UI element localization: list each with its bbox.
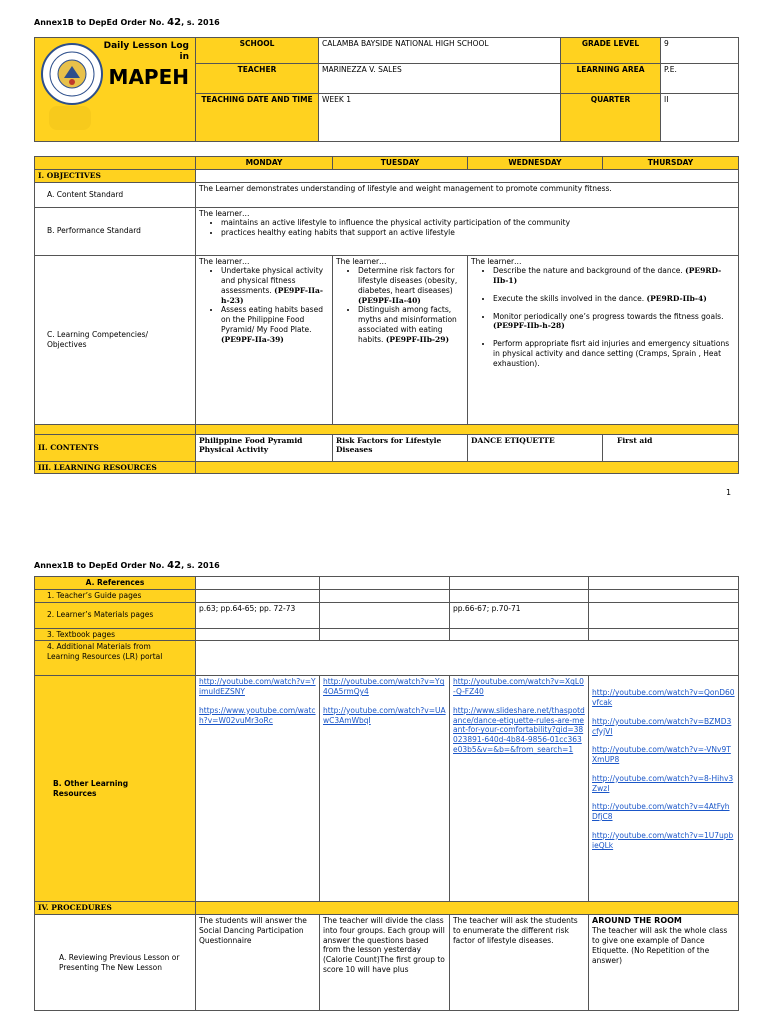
annex-header <box>34 17 220 28</box>
comp-text: Distinguish among facts, myths and misinformation associated with eating habits. <box>358 305 457 344</box>
resource-link[interactable]: http://youtube.com/watch?v=-VNv9TXmUP8 <box>592 745 731 764</box>
list-item <box>221 305 329 344</box>
list-item <box>493 266 735 286</box>
comp-text: Perform appropriate fisrt aid injuries and emergency situations in physical activity and dance setting (Cramps, Sprain , Heat exhaustion). <box>493 339 730 368</box>
grade-label: GRADE LEVEL <box>561 38 661 64</box>
list-item <box>358 305 464 344</box>
comp-intro: The learner… <box>199 256 250 266</box>
performance-standard-label: B. Performance Standard <box>35 207 196 255</box>
objectives-heading: I. OBJECTIVES <box>35 169 196 182</box>
content-tuesday: Risk Factors for Lifestyle Diseases <box>333 434 468 461</box>
day-header-tuesday: TUESDAY <box>333 157 468 170</box>
lm-wednesday: pp.66-67; p.70-71 <box>450 602 589 628</box>
annex-number: 42 <box>167 560 182 571</box>
quarter-label: QUARTER <box>561 94 661 142</box>
content-standard-text: The Learner demonstrates understanding of lifestyle and weight management to promote community fitness. <box>196 182 739 207</box>
teachers-guide-label: 1. Teacher’s Guide pages <box>35 589 196 602</box>
comp-text: Monitor periodically one’s progress towards the fitness goals. <box>493 311 724 321</box>
grade-value: 9 <box>661 38 739 64</box>
learning-area-label: LEARNING AREA <box>561 64 661 94</box>
list-item <box>493 339 735 368</box>
objectives-table <box>34 156 739 474</box>
content-thursday: First aid <box>603 434 739 461</box>
resource-link[interactable]: http://youtube.com/watch?v=8-Hihv3ZwzI <box>592 773 734 793</box>
list-item <box>493 312 735 332</box>
references-heading: A. References <box>35 577 196 590</box>
comp-text: Undertake physical activity and physical fitness assessments. <box>221 266 324 295</box>
resource-link[interactable]: http://youtube.com/watch?v=YimuIdEZSNY <box>199 677 316 696</box>
annex-number: 42 <box>167 17 182 28</box>
list-item: • maintains an active lifestyle to influence the physical activity participation of the community <box>221 218 735 228</box>
teaching-date-value: WEEK 1 <box>319 94 561 142</box>
list-item <box>358 266 464 305</box>
review-tuesday: The teacher will divide the class into four groups. Each group will answer the questions based from the lesson yesterday (Calorie Count)The first group to score 10 will have plus <box>320 915 450 1011</box>
competencies-monday <box>196 255 333 424</box>
resource-link[interactable]: https://www.youtube.com/watch?v=W02vuMr3oRc <box>199 705 316 725</box>
comp-code: (PE9PF-IIb-h-28) <box>493 321 565 331</box>
review-thursday-title: AROUND THE ROOM <box>592 916 682 925</box>
list-item <box>221 266 329 305</box>
dll-title: Daily Lesson Log <box>103 41 189 51</box>
annex-prefix: Annex1B to DepEd Order No. <box>34 561 168 570</box>
dll-title-in: in <box>179 51 189 62</box>
links-monday <box>196 676 320 902</box>
resource-link[interactable]: http://youtube.com/watch?v=1U7upbieQLk <box>592 830 734 850</box>
resource-link[interactable]: http://youtube.com/watch?v=Yq4OA5rmQy4 <box>323 677 445 696</box>
day-header-monday: MONDAY <box>196 157 333 170</box>
lr-portal-label: 4. Additional Materials from Learning Resources (LR) portal <box>35 641 196 676</box>
resource-link[interactable]: http://youtube.com/watch?v=UAwC3AmWbqI <box>323 705 446 725</box>
comp-intro: The learner… <box>336 256 387 266</box>
comp-text: Assess eating habits based on the Philippine Food Pyramid/ My Food Plate. <box>221 305 323 334</box>
review-wednesday: The teacher will ask the students to enumerate the different risk factor of lifestyle diseases. <box>450 915 589 1011</box>
procedures-heading: IV. PROCEDURES <box>35 902 196 915</box>
comp-text: Determine risk factors for lifestyle diseases (obesity, diabetes, heart diseases) <box>358 266 458 295</box>
comp-intro: The learner… <box>471 256 522 266</box>
content-standard-label: A. Content Standard <box>35 182 196 207</box>
school-value: CALAMBA BAYSIDE NATIONAL HIGH SCHOOL <box>319 38 561 64</box>
comp-text: Describe the nature and background of the dance. <box>493 266 686 276</box>
competencies-wednesday <box>468 255 739 424</box>
list-item <box>493 294 735 304</box>
lm-monday: p.63; pp.64-65; pp. 72-73 <box>196 602 320 628</box>
performance-standard-text <box>196 207 739 255</box>
links-tuesday <box>320 676 450 902</box>
logo-cell <box>35 38 196 142</box>
review-thursday-text: The teacher will ask the whole class to give one example of Dance Etiquette. (No Repetition of the answer) <box>592 926 728 965</box>
page-number: 1 <box>726 488 732 497</box>
annex-suffix: , s. 2016 <box>181 561 220 570</box>
annex-prefix: Annex1B to DepEd Order No. <box>34 18 168 27</box>
competencies-tuesday <box>333 255 468 424</box>
perf-std-intro: The learner… <box>199 208 250 218</box>
teaching-date-label: TEACHING DATE AND TIME <box>196 94 319 142</box>
comp-code: (PE9RD-IIb-1) <box>493 266 722 285</box>
comp-code: (PE9PF-IIb-29) <box>385 334 450 344</box>
learning-resources-heading: III. LEARNING RESOURCES <box>35 461 196 474</box>
contents-heading: II. CONTENTS <box>35 434 196 461</box>
review-thursday <box>589 915 739 1011</box>
day-header-wednesday: WEDNESDAY <box>468 157 603 170</box>
comp-text: Execute the skills involved in the dance. <box>493 293 647 303</box>
comp-code: (PE9PF-IIa-39) <box>221 334 284 344</box>
resource-link[interactable]: http://youtube.com/watch?v=4AtFyhDfjC8 <box>592 802 730 821</box>
learners-materials-label: 2. Learner’s Materials pages <box>35 602 196 628</box>
annex-header-2 <box>34 560 220 571</box>
resources-table <box>34 576 739 1011</box>
resource-link[interactable]: http://youtube.com/watch?v=BZMD3cfyjVI <box>592 716 732 736</box>
resource-link[interactable]: http://youtube.com/watch?v=QonD60vfcak <box>592 688 735 707</box>
comp-code: (PE9RD-IIb-4) <box>646 293 707 303</box>
links-thursday <box>589 676 739 902</box>
links-wednesday <box>450 676 589 902</box>
competencies-label: C. Learning Competencies/ Objectives <box>35 255 196 424</box>
quarter-value: II <box>661 94 739 142</box>
list-item: • practices healthy eating habits that support an active lifestyle <box>221 228 735 238</box>
teacher-value: MARINEZZA V. SALES <box>319 64 561 94</box>
deped-seal-icon <box>40 42 104 106</box>
subject-title: MAPEH <box>108 65 189 89</box>
header-table <box>34 37 739 142</box>
annex-suffix: , s. 2016 <box>181 18 220 27</box>
resource-link[interactable]: http://www.slideshare.net/thaspotdance/dance-etiquette-rules-are-meant-for-your-comfortability?qid=38023891-640d-4b84-9856-01cc363e03b5&v=&b=&from_search=1 <box>453 705 585 754</box>
comp-code: (PE9PF-IIa-40) <box>358 295 421 305</box>
textbook-label: 3. Textbook pages <box>35 628 196 641</box>
content-wednesday: DANCE ETIQUETTE <box>468 434 603 461</box>
school-label: SCHOOL <box>196 38 319 64</box>
learning-area-value: P.E. <box>661 64 739 94</box>
day-header-thursday: THURSDAY <box>603 157 739 170</box>
teacher-label: TEACHER <box>196 64 319 94</box>
other-resources-label: B. Other Learning Resources <box>35 676 196 902</box>
resource-link[interactable]: http://youtube.com/watch?v=XqL0-Q-FZ40 <box>453 677 584 696</box>
perf-std-list <box>199 218 735 238</box>
reviewing-lesson-label: A. Reviewing Previous Lesson or Presenting The New Lesson <box>35 915 196 1011</box>
review-monday: The students will answer the Social Dancing Participation Questionnaire <box>196 915 320 1011</box>
comp-code: (PE9PF-IIa-h-23) <box>221 285 323 305</box>
content-monday: Philippine Food Pyramid Physical Activity <box>196 434 333 461</box>
